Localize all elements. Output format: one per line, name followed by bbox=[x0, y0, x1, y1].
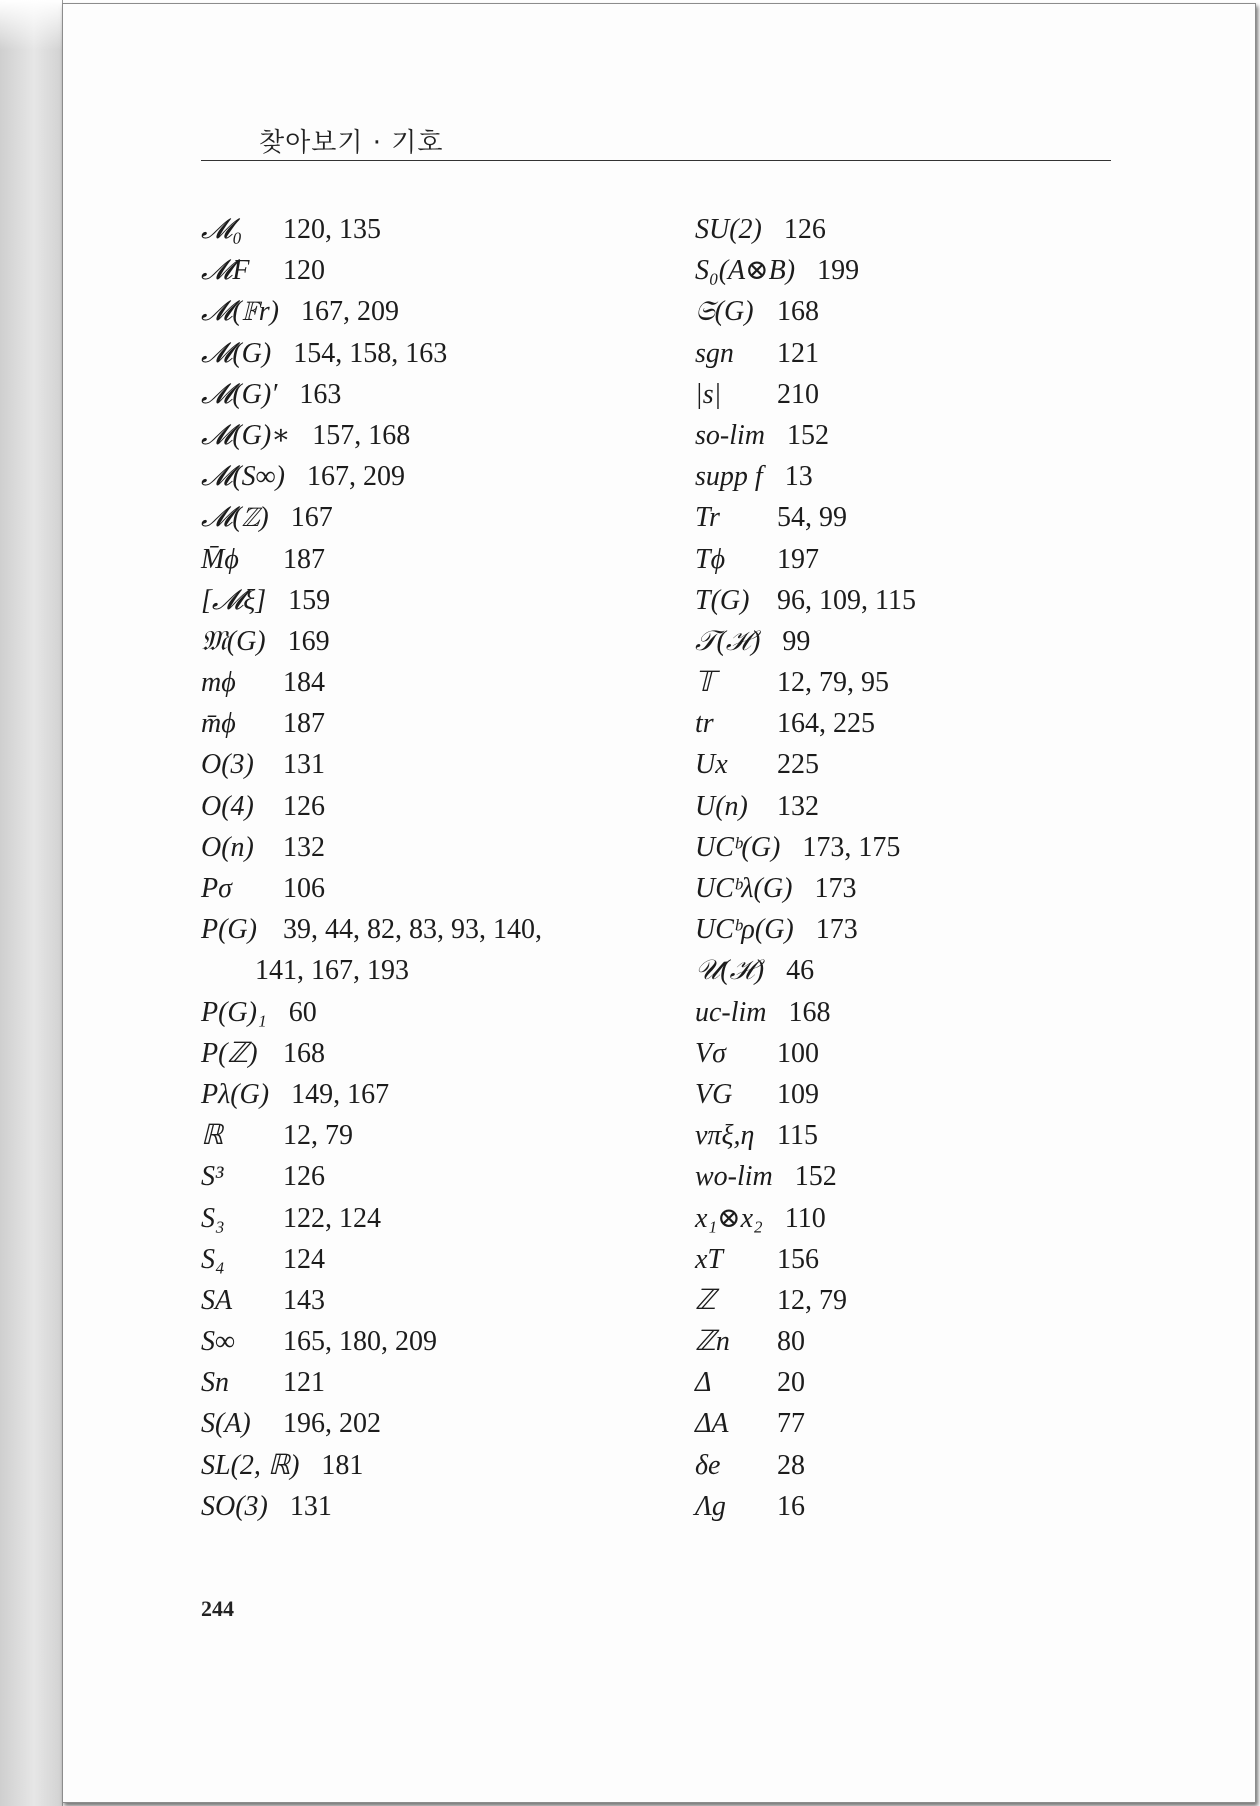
index-entry bbox=[201, 1486, 671, 1527]
index-entry bbox=[201, 909, 671, 950]
index-symbol: |s| bbox=[695, 378, 722, 410]
index-symbol: S(A) bbox=[201, 1408, 251, 1440]
index-pages: 100 bbox=[777, 1037, 819, 1069]
index-pages: 187 bbox=[283, 708, 325, 740]
index-pages: 173 bbox=[814, 873, 857, 904]
index-pages: 46 bbox=[786, 955, 815, 987]
index-entry bbox=[695, 1403, 1165, 1444]
index-symbol: O(3) bbox=[201, 749, 254, 781]
index-pages: 96, 109, 115 bbox=[777, 584, 916, 616]
index-pages: 152 bbox=[794, 1161, 837, 1193]
index-symbol: Tϕ bbox=[695, 543, 726, 575]
index-pages: 168 bbox=[777, 296, 819, 328]
index-entry bbox=[201, 1156, 671, 1197]
index-symbol: T(G) bbox=[695, 584, 750, 616]
index-pages: 167, 209 bbox=[301, 296, 399, 328]
index-entry bbox=[201, 1198, 671, 1239]
index-symbol: 𝒯(ℋ) bbox=[695, 625, 761, 657]
index-pages: 159 bbox=[288, 584, 331, 616]
index-symbol: O(n) bbox=[201, 831, 254, 863]
book-spine bbox=[0, 0, 63, 1806]
index-entry bbox=[695, 786, 1165, 827]
index-symbol: VG bbox=[695, 1078, 733, 1110]
index-entry bbox=[695, 621, 1165, 662]
index-pages: 197 bbox=[777, 543, 819, 575]
spine-highlight bbox=[0, 0, 62, 50]
index-pages: 121 bbox=[283, 1367, 325, 1399]
index-pages: 132 bbox=[283, 831, 325, 863]
index-entry bbox=[201, 456, 671, 497]
index-pages: 132 bbox=[777, 790, 819, 822]
index-entry bbox=[201, 333, 671, 374]
index-entry bbox=[695, 1239, 1165, 1280]
running-header bbox=[201, 122, 1111, 161]
index-entry bbox=[201, 827, 671, 868]
index-entry bbox=[695, 456, 1165, 497]
index-entry bbox=[695, 539, 1165, 580]
index-pages: 164, 225 bbox=[777, 708, 875, 740]
index-pages: 106 bbox=[283, 873, 325, 904]
index-pages: 121 bbox=[777, 337, 819, 369]
index-entry bbox=[201, 539, 671, 580]
index-pages: 225 bbox=[777, 749, 819, 781]
index-entry bbox=[695, 744, 1165, 785]
index-pages: 152 bbox=[787, 419, 829, 451]
index-symbol: δe bbox=[695, 1449, 721, 1481]
index-symbol: UCᵇλ(G) bbox=[695, 873, 793, 904]
index-pages: 16 bbox=[777, 1490, 805, 1522]
index-symbol: S∞ bbox=[201, 1326, 235, 1358]
index-entry bbox=[695, 497, 1165, 538]
index-symbol: P(G) bbox=[201, 914, 257, 946]
index-entry bbox=[201, 209, 671, 250]
index-entry bbox=[201, 1074, 671, 1115]
index-pages: 173 bbox=[815, 914, 858, 946]
index-pages: 54, 99 bbox=[777, 502, 847, 534]
index-pages: 196, 202 bbox=[283, 1408, 381, 1440]
index-entry bbox=[201, 1033, 671, 1074]
index-symbol: 𝒰(ℋ) bbox=[695, 955, 765, 987]
index-pages: 165, 180, 209 bbox=[283, 1326, 437, 1358]
index-symbol: 𝓜F bbox=[201, 255, 250, 287]
index-entry bbox=[695, 868, 1165, 909]
index-pages: 210 bbox=[777, 378, 819, 410]
index-pages: 60 bbox=[288, 996, 317, 1028]
index-entry bbox=[695, 1445, 1165, 1486]
index-pages: 120 bbox=[283, 255, 325, 287]
index-pages: 122, 124 bbox=[283, 1202, 381, 1234]
index-entry bbox=[695, 1198, 1165, 1239]
index-pages: 12, 79, 95 bbox=[777, 667, 889, 699]
index-symbol: SO(3) bbox=[201, 1490, 268, 1522]
index-symbol: U(n) bbox=[695, 790, 748, 822]
index-page bbox=[62, 3, 1256, 1803]
index-entry bbox=[695, 950, 1165, 991]
index-symbol: mϕ bbox=[201, 667, 236, 699]
index-pages: 168 bbox=[283, 1037, 325, 1069]
index-symbol: 𝕋 bbox=[695, 667, 715, 699]
index-symbol: UCᵇρ(G) bbox=[695, 914, 794, 946]
index-entry bbox=[201, 992, 671, 1033]
index-entry bbox=[201, 868, 671, 909]
index-entry bbox=[695, 1074, 1165, 1115]
index-pages: 80 bbox=[777, 1326, 805, 1358]
index-symbol: vπξ,η bbox=[695, 1120, 755, 1152]
index-symbol: 𝓜(S∞) bbox=[201, 461, 285, 493]
index-pages: 184 bbox=[283, 667, 325, 699]
index-symbol: 𝓜(G)′ bbox=[201, 378, 278, 410]
index-symbol: Δ bbox=[695, 1367, 712, 1399]
index-entry bbox=[695, 1362, 1165, 1403]
index-symbol: 𝓜(G)∗ bbox=[201, 419, 291, 451]
index-entry bbox=[201, 1239, 671, 1280]
index-symbol: SA bbox=[201, 1284, 233, 1316]
index-symbol: P(ℤ) bbox=[201, 1037, 258, 1069]
index-pages: 143 bbox=[283, 1284, 325, 1316]
index-symbol: [𝓜ξ] bbox=[201, 584, 267, 616]
index-pages: 126 bbox=[283, 1161, 325, 1193]
index-entry bbox=[695, 291, 1165, 332]
index-symbol: S³ bbox=[201, 1161, 224, 1193]
index-pages: 187 bbox=[283, 543, 325, 575]
index-entry bbox=[695, 1321, 1165, 1362]
index-entry bbox=[201, 786, 671, 827]
index-entry bbox=[695, 992, 1165, 1033]
index-pages: 169 bbox=[287, 625, 330, 657]
index-symbol: Tr bbox=[695, 502, 720, 534]
index-pages: 167, 209 bbox=[306, 461, 405, 493]
index-symbol: Λg bbox=[695, 1490, 726, 1522]
index-entry bbox=[695, 580, 1165, 621]
index-pages: 126 bbox=[283, 790, 325, 822]
index-symbol: Vσ bbox=[695, 1037, 726, 1069]
index-symbol: Sn bbox=[201, 1367, 229, 1399]
index-pages: 28 bbox=[777, 1449, 805, 1481]
index-entry bbox=[201, 1445, 671, 1486]
index-symbol: Ux bbox=[695, 749, 728, 781]
index-pages: 181 bbox=[321, 1449, 364, 1481]
index-symbol: supp f bbox=[695, 461, 763, 493]
index-pages: 156 bbox=[777, 1243, 819, 1275]
index-pages: 13 bbox=[784, 461, 813, 493]
index-pages: 124 bbox=[283, 1243, 325, 1275]
index-entry bbox=[695, 827, 1165, 868]
index-symbol: xT bbox=[695, 1243, 723, 1275]
index-symbol: 𝔐(G) bbox=[201, 625, 266, 657]
index-entry bbox=[695, 333, 1165, 374]
index-pages: 157, 168 bbox=[312, 419, 411, 451]
index-pages: 115 bbox=[777, 1120, 818, 1152]
index-pages: 110 bbox=[784, 1202, 826, 1234]
index-symbol: S₀(A⊗B) bbox=[695, 255, 796, 287]
index-symbol: 𝔖(G) bbox=[695, 296, 754, 328]
index-symbol: S₃ bbox=[201, 1202, 225, 1234]
index-entry bbox=[695, 1486, 1165, 1527]
index-entry bbox=[695, 209, 1165, 250]
index-entry bbox=[201, 1403, 671, 1444]
index-symbol: m̄ϕ bbox=[201, 708, 236, 740]
index-pages: 12, 79 bbox=[283, 1120, 353, 1152]
index-entry bbox=[695, 415, 1165, 456]
index-entry bbox=[695, 250, 1165, 291]
index-pages: 168 bbox=[788, 996, 831, 1028]
index-symbol: wo-lim bbox=[695, 1161, 773, 1193]
index-entry bbox=[201, 662, 671, 703]
index-symbol: 𝓜(ℤ) bbox=[201, 502, 269, 534]
right-index-column bbox=[695, 209, 1165, 1527]
index-entry bbox=[201, 1321, 671, 1362]
index-symbol: 𝓜(G) bbox=[201, 337, 272, 369]
index-pages: 126 bbox=[783, 214, 826, 245]
index-pages: 173, 175 bbox=[802, 831, 901, 863]
index-pages: 99 bbox=[782, 625, 811, 657]
header-title: 찾아보기 · 기호 bbox=[259, 128, 444, 158]
index-pages: 109 bbox=[777, 1078, 819, 1110]
index-entry bbox=[695, 1033, 1165, 1074]
index-entry bbox=[695, 662, 1165, 703]
index-pages: 199 bbox=[817, 255, 860, 287]
index-entry bbox=[201, 580, 671, 621]
left-index-column bbox=[201, 209, 671, 1527]
index-symbol: tr bbox=[695, 708, 714, 740]
index-entry bbox=[201, 1115, 671, 1156]
index-entry bbox=[201, 415, 671, 456]
index-entry bbox=[201, 1362, 671, 1403]
index-entry bbox=[201, 374, 671, 415]
index-symbol: sgn bbox=[695, 337, 734, 369]
index-symbol: ℤ bbox=[695, 1284, 716, 1316]
index-symbol: SU(2) bbox=[695, 214, 762, 245]
index-entry bbox=[695, 1156, 1165, 1197]
index-symbol: Pσ bbox=[201, 873, 232, 904]
index-pages: 120, 135 bbox=[283, 214, 381, 245]
index-pages: 131 bbox=[289, 1490, 332, 1522]
index-symbol: S₄ bbox=[201, 1243, 225, 1275]
index-symbol: O(4) bbox=[201, 790, 254, 822]
index-entry bbox=[695, 1280, 1165, 1321]
page-number: 244 bbox=[201, 1596, 234, 1621]
index-entry bbox=[201, 621, 671, 662]
index-pages: 163 bbox=[299, 378, 342, 410]
index-symbol: SL(2, ℝ) bbox=[201, 1449, 300, 1481]
index-pages: 131 bbox=[283, 749, 325, 781]
index-symbol: 𝓜(𝔽r) bbox=[201, 296, 279, 328]
index-pages: 20 bbox=[777, 1367, 805, 1399]
index-symbol: ℝ bbox=[201, 1120, 224, 1152]
index-entry bbox=[201, 703, 671, 744]
index-entry bbox=[201, 497, 671, 538]
index-entry bbox=[695, 1115, 1165, 1156]
index-entry bbox=[201, 950, 671, 991]
index-symbol: UCᵇ(G) bbox=[695, 831, 781, 863]
index-entry bbox=[695, 374, 1165, 415]
index-entry bbox=[201, 1280, 671, 1321]
index-entry bbox=[201, 291, 671, 332]
index-pages: 154, 158, 163 bbox=[293, 337, 448, 369]
index-symbol: 𝓜₀ bbox=[201, 214, 243, 245]
index-pages: 12, 79 bbox=[777, 1284, 847, 1316]
index-symbol: M̄ϕ bbox=[201, 543, 239, 575]
index-symbol: P(G)₁ bbox=[201, 996, 267, 1028]
index-pages: 39, 44, 82, 83, 93, 140, bbox=[283, 914, 542, 946]
index-symbol: Pλ(G) bbox=[201, 1078, 270, 1110]
index-pages: 149, 167 bbox=[291, 1078, 390, 1110]
index-pages: 167 bbox=[290, 502, 333, 534]
index-symbol: ΔA bbox=[695, 1408, 729, 1440]
index-entry bbox=[695, 703, 1165, 744]
index-symbol: uc-lim bbox=[695, 996, 767, 1028]
index-symbol: x₁⊗x₂ bbox=[695, 1202, 763, 1234]
index-pages: 141, 167, 193 bbox=[255, 955, 409, 987]
index-symbol: ℤn bbox=[695, 1326, 730, 1358]
index-entry bbox=[201, 250, 671, 291]
index-symbol: so-lim bbox=[695, 419, 765, 451]
index-entry bbox=[201, 744, 671, 785]
index-entry bbox=[695, 909, 1165, 950]
index-pages: 77 bbox=[777, 1408, 805, 1440]
